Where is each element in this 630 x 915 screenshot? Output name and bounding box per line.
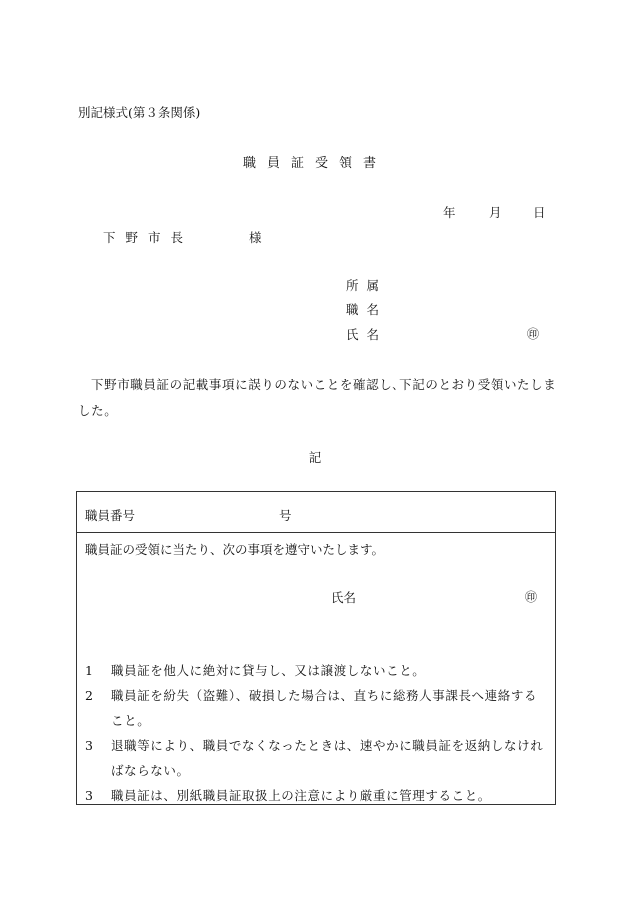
rule-text: 職員証を他人に絶対に貸与し、又は譲渡しないこと。 [111, 663, 426, 678]
rule-number: 3 [85, 788, 94, 803]
rule-number: 1 [85, 663, 94, 678]
honorific: 様 [249, 230, 262, 245]
pledge-text: 職員証の受領に当たり、次の事項を遵守いたします。 [85, 542, 385, 557]
document-title: 職員証受領書 [242, 156, 387, 171]
rule-item [85, 683, 547, 733]
rule-number: 3 [85, 738, 94, 753]
employee-number-unit: 号 [279, 508, 292, 523]
field-job-title: 職名 [346, 302, 388, 317]
rules-list [85, 658, 547, 808]
employee-number-label: 職員番号 [85, 508, 136, 523]
body-paragraph: 下野市職員証の記載事項に誤りのないことを確認し､下記のとおり受領いたしました。 [78, 377, 557, 418]
signature-name-label: 氏名 [331, 590, 357, 605]
field-affiliation: 所属 [346, 278, 388, 293]
pledge-box [76, 491, 556, 805]
rule-number: 2 [85, 688, 94, 703]
seal-mark: ㊞ [527, 327, 540, 341]
date-year: 年 [443, 205, 456, 220]
date-month: 月 [489, 205, 502, 220]
rule-text: 退職等により、職員でなくなったときは、速やかに職員証を返納しなければならない。 [111, 738, 544, 778]
addressee: 下野市長 [103, 230, 194, 245]
ki-heading: 記 [308, 450, 322, 465]
signature-seal-mark: ㊞ [525, 590, 538, 604]
rule-item [85, 733, 547, 783]
date-line [443, 203, 546, 221]
form-label: 別記様式(第３条関係) [78, 105, 201, 120]
rule-item [85, 783, 547, 808]
rule-item [85, 658, 547, 683]
date-day: 日 [533, 205, 546, 220]
rule-text: 職員証を紛失（盗難）、破損した場合は、直ちに総務人事課長へ連絡すること。 [111, 688, 538, 728]
field-name: 氏名 [346, 327, 388, 342]
rule-text: 職員証は、別紙職員証取扱上の注意により厳重に管理すること。 [111, 788, 491, 803]
box-divider [77, 532, 555, 533]
